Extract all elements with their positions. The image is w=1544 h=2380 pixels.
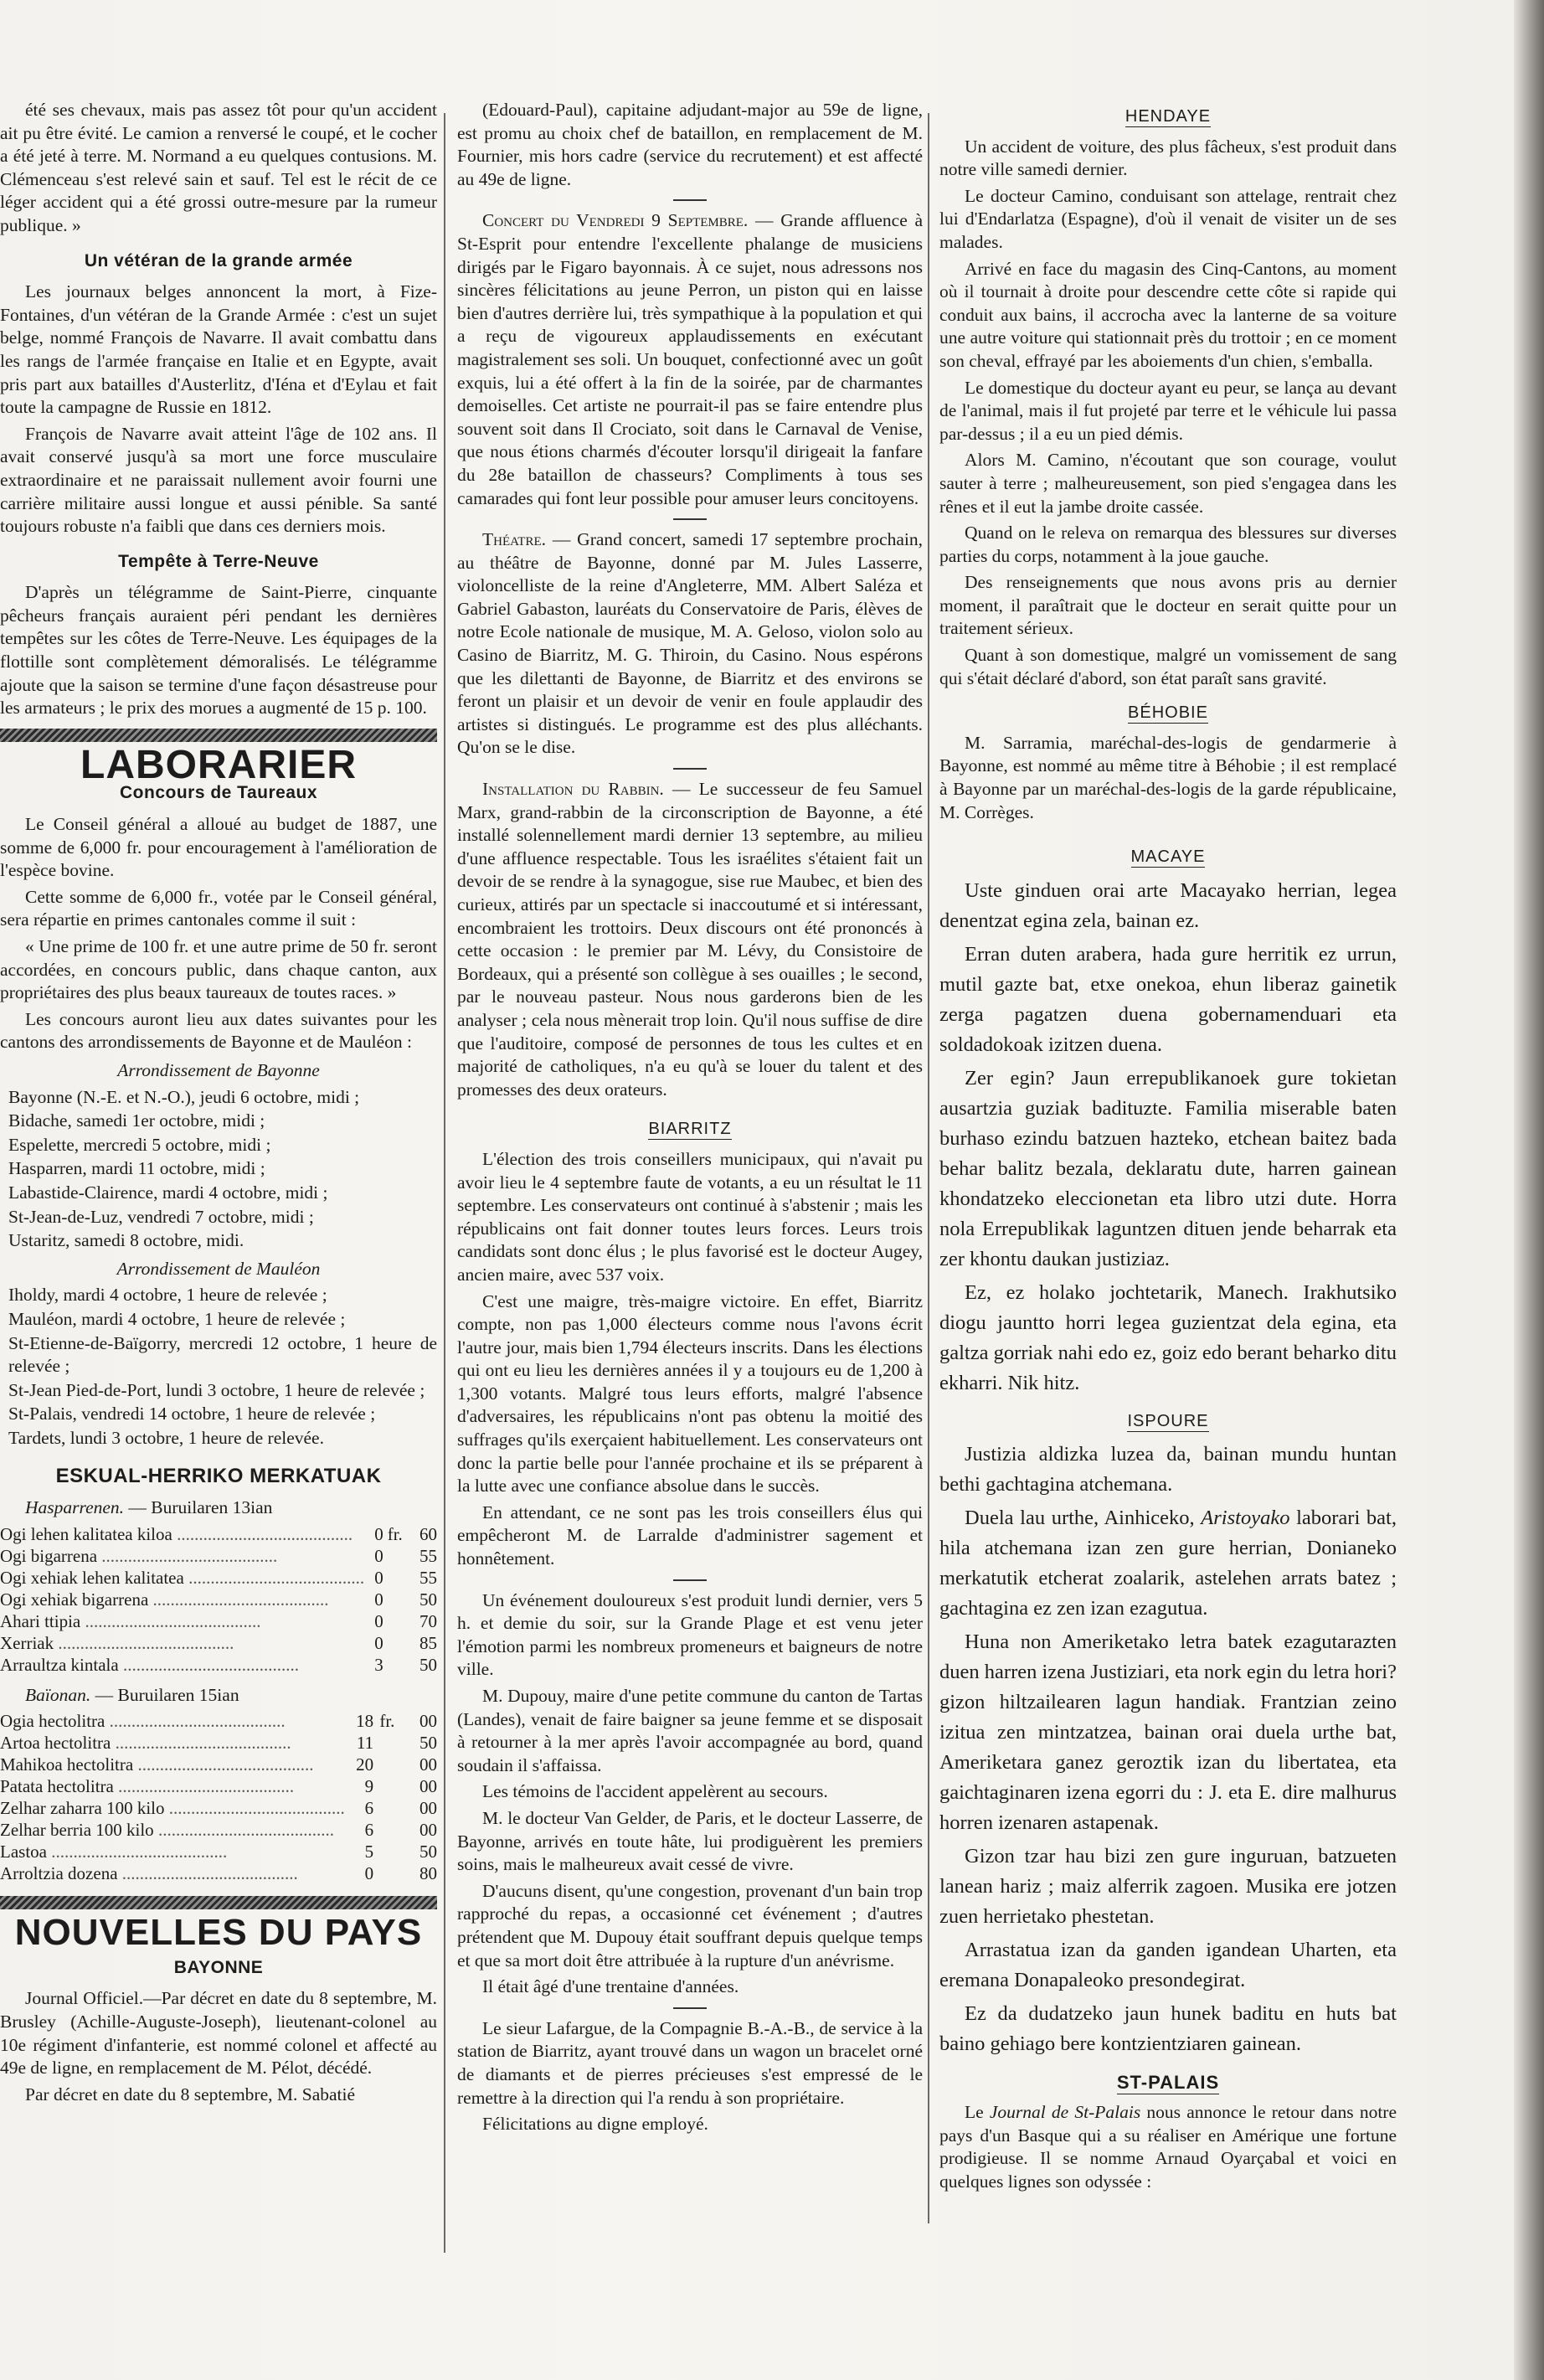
price-row	[0, 1589, 437, 1610]
column-2	[457, 99, 923, 2140]
price-row	[0, 1775, 437, 1797]
price-value: 0	[374, 1632, 383, 1653]
price-cents: 50	[419, 1733, 437, 1754]
list-item: Labastide-Clairence, mardi 4 octobre, midi ;	[8, 1182, 328, 1203]
dot-leader: ........................................	[97, 1545, 278, 1566]
list-item: St-Jean-de-Luz, vendredi 7 octobre, midi ;	[8, 1206, 314, 1227]
article-text: Justizia aldizka luzea da, bainan mundu huntan bethi gachtagina atchemana.	[939, 1443, 1397, 1497]
article-text: Les concours auront lieu aux dates suivantes pour les cantons des arrondissements de Bayonne et de Mauléon :	[0, 1008, 437, 1053]
section-heading	[939, 702, 1397, 725]
subheading: Arrondissement de Mauléon	[116, 1258, 321, 1279]
article-text: Huna non Ameriketako letra batek ezagutarazten duen harren izena Justiziari, eta nork egin du letra hori? gizon hiltzailearen lagun handiak. Frantzian zeino izitua zen mintzatzea, bainan orai duela urthe bat, Ameriketara ganez geroztik izan du libertatea, eta gaichtaginaren izena egorri du : J. eta E. dire malhurus horren izenaren astapenak.	[939, 1630, 1397, 1835]
list-item: Mauléon, mardi 4 octobre, 1 heure de relevée ;	[8, 1308, 346, 1329]
section-heading	[939, 1410, 1397, 1434]
price-row	[0, 1654, 437, 1676]
text-run: nous annonce le retour dans notre pays d'un Basque qui a su réaliser en Amérique une fortune prodigieuse. Il se nomme Arnaud Oyarçabal et voici en quelques lignes son odyssée :	[939, 2102, 1397, 2192]
article-text: Alors M. Camino, n'écoutant que son courage, voulut sauter à terre ; malheureusement, son pied s'engagea dans les rênes et il eut la jambe droite cassée.	[939, 450, 1397, 517]
list-item: Bayonne (N.-E. et N.-O.), jeudi 6 octobre, midi ;	[8, 1086, 360, 1107]
schedule-list-bayonne	[0, 1086, 437, 1253]
price-item-name: Ogia hectolitra ........................................	[0, 1711, 286, 1732]
text-run-italic: Journal de St-Palais	[989, 2102, 1141, 2122]
price-cents: 80	[419, 1863, 437, 1884]
price-item-name: Artoa hectolitra ........................................	[0, 1733, 291, 1754]
article-text: Les journaux belges annoncent la mort, à Fize-Fontaines, d'un vétéran de la Grande Armée : c'est un sujet belge, nommé François de Navarre. Il avait combattu dans les rangs de l'armée française en Italie et en Egypte, avait pris part aux batailles d'Austerlitz, d'Iéna et d'Eylau et fait toute la campagne de Russie en 1812.	[0, 281, 437, 418]
price-unit	[383, 1610, 407, 1632]
article-text	[939, 2101, 1397, 2193]
price-unit	[383, 1654, 407, 1676]
price-row	[0, 1819, 437, 1841]
article-text: François de Navarre avait atteint l'âge de 102 ans. Il avait conservé jusqu'à sa mort une force musculaire extraordinaire et ne paraissait nullement avoir fourni une carrière militaire aussi longue et aussi pénible. Sa santé toujours robuste n'a faibli que dans ces derniers mois.	[0, 423, 437, 537]
short-divider	[673, 1579, 707, 1581]
price-unit: fr.	[379, 1711, 395, 1732]
article-text: Le docteur Camino, conduisant son attelage, rentrait chez lui d'Endarlatza (Espagne), d'où il venait de visiter un de ses malades.	[939, 185, 1397, 252]
price-value: 6	[364, 1798, 374, 1819]
article-text: Un accident de voiture, des plus fâcheux, s'est produit dans notre ville samedi dernier.	[939, 136, 1397, 180]
article-text: Le Conseil général a alloué au budget de 1887, une somme de 6,000 fr. pour encouragement à l'amélioration de l'espèce bovine.	[0, 814, 437, 881]
price-row	[0, 1862, 437, 1884]
article-text: D'aucuns disent, qu'une congestion, provenant d'un bain trop rapproché du repas, a occasionné cet événement ; d'autres prétendent que M. Dupouy était souffrant depuis quelque temps et que sa mort doit être attribuée à la rupture d'un anévrisme.	[457, 1880, 923, 1970]
price-cents: 00	[419, 1776, 437, 1797]
dot-leader: ........................................	[46, 1842, 228, 1862]
section-heading: Un vétéran de la grande armée	[84, 250, 353, 270]
list-item: St-Jean Pied-de-Port, lundi 3 octobre, 1 heure de relevée ;	[8, 1379, 425, 1400]
article-text: Uste ginduen orai arte Macayako herrian, legea denentzat egina zela, bainan ez.	[939, 878, 1397, 932]
article-text: M. Sarramia, maréchal-des-logis de gendarmerie à Bayonne, est nommé au même titre à Béhobie ; il est remplacé à Bayonne par un maréchal-des-logis de la garde républicaine, M. Corrèges.	[939, 732, 1397, 822]
short-divider	[673, 199, 707, 201]
price-unit	[383, 1567, 407, 1589]
text-run: Le	[965, 2102, 990, 2122]
heading-text: ISPOURE	[1127, 1411, 1209, 1430]
heading-text: MACAYE	[1130, 847, 1206, 867]
price-cents: 50	[419, 1589, 437, 1610]
price-cents: 00	[419, 1754, 437, 1775]
list-item: Hasparren, mardi 11 octobre, midi ;	[8, 1158, 265, 1179]
article-text: Arrastatua izan da ganden igandean Uharten, eta eremana Donapaleoko presondegirat.	[939, 1939, 1397, 1992]
column-rule	[928, 113, 929, 2223]
article-text: En attendant, ce ne sont pas les trois conseillers élus qui empêcheront M. de Larralde d'administrer sagement et honnêtement.	[457, 1502, 923, 1569]
dot-leader: ........................................	[105, 1711, 286, 1732]
article-text	[457, 209, 923, 510]
dot-leader: ........................................	[54, 1632, 234, 1653]
text-run-italic: Aristoyako	[1201, 1507, 1290, 1530]
price-item-name: Arroltzia dozena ........................................	[0, 1863, 298, 1884]
dot-leader: ........................................	[153, 1820, 334, 1841]
price-value: 5	[364, 1842, 374, 1862]
article-text: été ses chevaux, mais pas assez tôt pour qu'un accident ait pu être évité. Le camion a renversé le coupé, et le cocher a été jeté à terre. M. Normand a eu quelques contusions. M. Clémenceau s'est relevé sain et sauf. Tel est le récit de ce léger accident qui a été grossi outre-mesure par la rumeur publique. »	[0, 100, 437, 235]
dot-leader: ........................................	[148, 1589, 329, 1610]
short-divider	[673, 2007, 707, 2009]
price-cents: 00	[419, 1820, 437, 1841]
dot-leader: ........................................	[172, 1523, 353, 1544]
price-value: 18	[356, 1711, 374, 1732]
price-cents: 50	[419, 1654, 437, 1675]
price-value: 0	[374, 1610, 383, 1631]
article-lead: Théatre.	[482, 529, 547, 550]
price-value: 0	[374, 1589, 383, 1610]
price-cents: 00	[419, 1711, 437, 1732]
price-value: 3	[374, 1654, 383, 1675]
price-value: 6	[364, 1820, 374, 1841]
price-item-name: Zelhar zaharra 100 kilo ........................................	[0, 1798, 345, 1819]
article-text: Erran duten arabera, hada gure herritik ez urrun, mutil gazte bat, etxe onekoa, ehun liberaz gainetik zerga pagatzen duena gobernamenduari eta soldadokoak izitzen duena.	[939, 942, 1397, 1056]
column-rule	[444, 113, 445, 2253]
text-run: Duela lau urthe, Ainhiceko,	[965, 1507, 1202, 1530]
article-text: Ez da dudatzeko jaun hunek baditu en huts bat baino gehiago bere kontzientziaren gainean.	[939, 2002, 1397, 2056]
article-text: Journal Officiel.—Par décret en date du 8 septembre, M. Brusley (Achille-Auguste-Joseph), lieutenant-colonel au 10e régiment d'infanterie, est nommé colonel et affecté au 49e de ligne, en remplacement de M. Pélot, décédé.	[0, 1988, 437, 2079]
market-subheading	[0, 1684, 437, 1708]
price-value: 11	[356, 1733, 374, 1754]
market-subheading	[0, 1497, 437, 1520]
article-body: — Le successeur de feu Samuel Marx, grand-rabbin de la circonscription de Bayonne, a été installé solennellement mardi dernier 13 septembre, au milieu d'une affluence respectable. Tous les israélites s'étaient fait un devoir de se rendre à la synagogue, sise rue Maubec, et bien des curieux, attirés par un spectacle si inaccoutumé et si intéressant, encombraient les trottoirs. Deux discours ont été prononcés à cette occasion : le premier par M. Lévy, du Consistoire de Bordeaux, qui a présenté son collègue à ses ouailles ; le second, par le nouveau pasteur. Nous nous garderons bien de les analyser ; cela nous mènerait trop loin. Qu'il nous suffise de dire que l'auditoire, composé de personnes de tous les cultes et en majorité de catholiques, n'a eu qu'à se louer du talent et des promesses des deux orateurs.	[457, 779, 923, 1100]
article-text: Le sieur Lafargue, de la Compagnie B.-A.-B., de service à la station de Biarritz, ayant trouvé dans un wagon un bracelet orné de diamants et de pierres précieuses s'est empressé de le remettre à la direction qui l'a rendu à son propriétaire.	[457, 2017, 923, 2108]
price-item-name: Ahari ttipia ........................................	[0, 1610, 261, 1631]
price-unit	[383, 1589, 407, 1610]
article-text: M. le docteur Van Gelder, de Paris, et le docteur Lasserre, de Bayonne, arrivés en toute hâte, lui prodiguèrent les premiers soins, mais le malheureux avait cessé de vivre.	[457, 1807, 923, 1875]
price-value: 0	[374, 1545, 383, 1566]
price-row	[0, 1754, 437, 1775]
price-item-name: Ogi xehiak lehen kalitatea ........................................	[0, 1567, 365, 1588]
section-heading	[939, 2071, 1397, 2094]
article-text	[457, 528, 923, 760]
short-divider	[673, 518, 707, 520]
article-text: Des renseignements que nous avons pris au dernier moment, il paraîtrait que le docteur en serait quitte pour un traitement sérieux.	[939, 572, 1397, 639]
dot-leader: ........................................	[113, 1776, 295, 1797]
dot-leader: ........................................	[111, 1733, 291, 1754]
section-subtitle: Concours de Taureaux	[120, 783, 317, 803]
price-row	[0, 1523, 437, 1545]
price-item-name: Ogi bigarrena ........................................	[0, 1545, 278, 1566]
price-cents: 00	[419, 1798, 437, 1819]
article-text: Gizon tzar hau bizi zen gure inguruan, batzueten lanean hariz ; maiz alferrik zagoen. Musika ere jotzen zuen herrietako phestetan.	[939, 1845, 1397, 1929]
list-item: St-Etienne-de-Baïgorry, mercredi 12 octobre, 1 heure de relevée ;	[8, 1332, 437, 1377]
article-lead: Concert du Vendredi 9 Septembre.	[482, 210, 749, 231]
article-text: Zer egin? Jaun errepublikanoek gure tokietan ausartzia guziak badituzte. Familia miserable baten burhaso ezindu batzuen hazteko, etchean baitez bada behar balitz bezala, deklaratu dute, harren gainean khondatzeko eleccionetan eta libro utzi dute. Horra nola Errepublikak laguntzen dituen jende beharrak eta zer khontu daukan justiziaz.	[939, 1066, 1397, 1270]
article-text: Ez, ez holako jochtetarik, Manech. Irakhutsiko diogu jauntto horri legea guzientzat dela egina, eta galtza gorriak nahi edo ez, goiz edo berant beharko ditu ekharri. Nik hitz.	[939, 1280, 1397, 1394]
market-date: — Buruilaren 15ian	[90, 1684, 239, 1705]
article-text: Quand on le releva on remarqua des blessures sur diverses parties du corps, notamment à la joue gauche.	[939, 523, 1397, 566]
price-value: 0	[374, 1523, 383, 1544]
article-text: Les témoins de l'accident appelèrent au secours.	[482, 1781, 828, 1802]
article-text	[457, 778, 923, 1101]
dot-leader: ........................................	[118, 1654, 299, 1675]
price-unit	[383, 1545, 407, 1567]
market-place: Baïonan.	[25, 1684, 91, 1705]
price-cents: 85	[419, 1632, 437, 1653]
price-item-name: Mahikoa hectolitra ........................................	[0, 1754, 314, 1775]
price-cents: 50	[419, 1842, 437, 1862]
decorative-divider	[0, 1896, 437, 1909]
price-unit	[373, 1775, 401, 1797]
price-item-name: Zelhar berria 100 kilo ........................................	[0, 1820, 334, 1841]
price-cents: 55	[419, 1567, 437, 1588]
heading-text: BIARRITZ	[648, 1120, 732, 1139]
dot-leader: ........................................	[80, 1610, 261, 1631]
list-item: Iholdy, mardi 4 octobre, 1 heure de relevée ;	[8, 1285, 327, 1306]
price-row	[0, 1545, 437, 1567]
section-heading	[939, 846, 1397, 869]
article-text: Le domestique du docteur ayant eu peur, se lança au devant de l'animal, mais il fut projeté par terre et le véhicule lui passa par-dessus ; il a eu un pied démis.	[939, 377, 1397, 444]
list-item: Tardets, lundi 3 octobre, 1 heure de relevée.	[8, 1427, 324, 1448]
dot-leader: ........................................	[133, 1754, 314, 1775]
section-heading	[939, 106, 1397, 129]
article-body: — Grand concert, samedi 17 septembre prochain, au théâtre de Bayonne, donné par M. Jules Lasserre, violoncelliste de la reine d'Angleterre, MM. Albert Saléza et Gabriel Gabaston, lauréats du Conservatoire de Paris, élèves de notre Ecole nationale de musique, M. A. Geloso, violon solo au Casino de Biarritz, M. G. Thiroin, du Casino. Nous espérons que les dilettanti de Bayonne, de Biarritz et des environs se feront un plaisir et un devoir de venir en foule applaudir des artistes si distingués. Le programme est des plus alléchants. Qu'on se le dise.	[457, 529, 923, 758]
subheading: Arrondissement de Bayonne	[117, 1059, 320, 1080]
article-lead: Installation du Rabbin.	[482, 779, 664, 800]
market-date: — Buruilaren 13ian	[124, 1497, 273, 1518]
section-title: LABORARIER	[80, 742, 357, 787]
article-text: Arrivé en face du magasin des Cinq-Cantons, au moment où il tournait à droite pour descendre cette côte si rapide qui conduit aux bains, il accrocha avec la lanterne de sa voiture une autre voiture qui stationnait près du trottoir ; en ce moment son cheval, effrayé par les aboiements d'un chien, s'emballa.	[939, 258, 1397, 371]
price-unit	[373, 1754, 401, 1775]
article-text	[939, 1503, 1397, 1624]
market-place: Hasparrenen.	[25, 1497, 125, 1518]
section-heading: ESKUAL-HERRIKO MERKATUAK	[55, 1465, 382, 1488]
price-row	[0, 1567, 437, 1589]
dot-leader: ........................................	[117, 1863, 298, 1884]
price-cents: 70	[419, 1610, 437, 1631]
dot-leader: ........................................	[183, 1567, 365, 1588]
price-value: 20	[356, 1754, 374, 1775]
article-body: — Grande affluence à St-Esprit pour entendre l'excellente phalange de musiciens dirigés par le Figaro bayonnais. À ce sujet, nous adressons nos sincères félicitations au jeune Perron, un piston qui en laisse bien d'autres derrière lui, très sympathique à la population et qui a reçu de vigoureux applaudissements en exécutant magistralement ses soli. Un bouquet, confectionné avec un goût exquis, lui a été offert à la fin de la soirée, par de charmantes demoiselles. Cet artiste ne pourrait-il pas se faire entendre plus souvent soit dans Il Crociato, soit dans le Carnaval de Venise, que nous étions charmés d'écouter lorsqu'il dirigeait la fanfare du 28e bataillon de chasseurs? Compliments à tous ses camarades qui font leur possible pour amuser leurs concitoyens.	[457, 210, 923, 508]
column-1	[0, 99, 437, 2110]
price-table	[0, 1710, 437, 1884]
article-text: Un événement douloureux s'est produit lundi dernier, vers 5 h. et demie du soir, sur la Grande Plage et est venu jeter l'émotion parmi les nombreux promeneurs et baigneurs de notre ville.	[457, 1589, 923, 1680]
section-heading: BAYONNE	[173, 1957, 264, 1977]
price-row	[0, 1610, 437, 1632]
price-value: 9	[364, 1776, 374, 1797]
price-row	[0, 1841, 437, 1862]
price-unit	[373, 1797, 401, 1819]
price-unit	[383, 1632, 407, 1654]
decorative-divider	[0, 729, 437, 742]
price-cents: 55	[419, 1545, 437, 1566]
price-value: 0	[364, 1863, 374, 1884]
price-row	[0, 1797, 437, 1819]
article-text: Cette somme de 6,000 fr., votée par le Conseil général, sera répartie en primes cantonales comme il suit :	[0, 886, 437, 930]
article-text: Par décret en date du 8 septembre, M. Sabatié	[25, 2084, 356, 2104]
price-row	[0, 1732, 437, 1754]
price-unit: fr.	[387, 1523, 403, 1544]
price-unit	[373, 1819, 401, 1841]
section-heading	[457, 1118, 923, 1141]
list-item: St-Palais, vendredi 14 octobre, 1 heure de relevée ;	[8, 1404, 376, 1424]
price-row	[0, 1632, 437, 1654]
list-item: Ustaritz, samedi 8 octobre, midi.	[8, 1230, 244, 1251]
article-text: M. Dupouy, maire d'une petite commune du canton de Tartas (Landes), venait de faire baigner sa jeune femme et se disposait à retourner à la mer après l'avoir accompagnée au bord, quand soudain il s'affaissa.	[457, 1686, 923, 1775]
heading-text: HENDAYE	[1125, 107, 1212, 126]
list-item: Espelette, mercredi 5 octobre, midi ;	[8, 1134, 271, 1155]
article-text: (Edouard-Paul), capitaine adjudant-major au 59e de ligne, est promu au choix chef de bataillon, en remplacement de M. Fournier, mis hors cadre (service du recrutement) et est affecté au 49e de ligne.	[457, 100, 923, 189]
price-item-name: Ogi lehen kalitatea kiloa ........................................	[0, 1523, 353, 1544]
list-item: Bidache, samedi 1er octobre, midi ;	[8, 1110, 265, 1131]
price-item-name: Ogi xehiak bigarrena ........................................	[0, 1589, 329, 1610]
schedule-list-mauleon	[0, 1284, 437, 1450]
article-text: Quant à son domestique, malgré un vomissement de sang qui s'était déclaré d'abord, son état paraît sans gravité.	[939, 645, 1397, 688]
column-3	[939, 99, 1397, 2197]
article-text: « Une prime de 100 fr. et une autre prime de 50 fr. seront accordées, en concours public, dans chaque canton, aux propriétaires des plus beaux taureaux de toutes races. »	[0, 936, 437, 1003]
page-edge-shadow	[1514, 0, 1544, 2380]
price-value: 0	[374, 1567, 383, 1588]
section-title: NOUVELLES DU PAYS	[14, 1912, 423, 1954]
heading-text: BÉHOBIE	[1128, 703, 1208, 723]
article-text: Félicitations au digne employé.	[482, 2114, 708, 2135]
article-text: Il était âgé d'une trentaine d'années.	[482, 1976, 739, 1997]
price-item-name: Arraultza kintala ........................................	[0, 1654, 299, 1675]
short-divider	[673, 768, 707, 770]
article-text: C'est une maigre, très-maigre victoire. En effet, Biarritz compte, non pas 1,000 électeurs comme nous l'avons écrit l'autre jour, mais bien 1,794 électeurs inscrits. Dans les élections qui ont eu lieu les dernières années il y a toujours eu de 1,200 à 1,300 votants. Malgré tous leurs efforts, malgré l'absence d'adversaires, les républicains n'ont pas obtenu la moitié des suffrages qu'ils exerçaient habituellement. Les conservateurs ont donc la partie belle pour l'année prochaine et ils se préparent à la lutte avec une confiance absolue dans le succès.	[457, 1290, 923, 1497]
section-heading: Tempête à Terre-Neuve	[118, 551, 319, 571]
price-item-name: Lastoa ........................................	[0, 1842, 228, 1862]
price-unit	[373, 1841, 401, 1862]
article-text: L'élection des trois conseillers municipaux, qui n'avait pu avoir lieu le 4 septembre faute de votants, a eu un résultat le 11 septembre. Les conservateurs ont continué à s'abstenir ; mais les républicains ont fait donner toutes leurs forces. Leurs trois candidats sont donc élus ; le plus favorisé est le docteur Augey, ancien maire, avec 537 voix.	[457, 1148, 923, 1285]
price-row	[0, 1710, 437, 1732]
price-item-name: Patata hectolitra ........................................	[0, 1776, 295, 1797]
dot-leader: ........................................	[164, 1798, 345, 1819]
price-cents: 60	[419, 1523, 437, 1544]
price-table	[0, 1523, 437, 1676]
price-unit	[373, 1732, 401, 1754]
text-run: laborari bat, hila atchemana izan zen gure herrian, Donianeko merkatutik etcherat zoalarik, astelehen arrats batez ; gachtagina ez zen izan ezagutua.	[939, 1507, 1397, 1620]
article-text: D'après un télégramme de Saint-Pierre, cinquante pêcheurs français auraient péri pendant les dernières tempêtes sur les côtes de Terre-Neuve. Les équipages de la flottille sont complètement démoralisés. Le télégramme ajoute que la saison se termine d'une façon désastreuse pour les armateurs ; le prix des morues a augmenté de 15 p. 100.	[0, 582, 437, 719]
heading-text: ST-PALAIS	[1116, 2072, 1220, 2094]
price-item-name: Xerriak ........................................	[0, 1632, 234, 1653]
price-unit	[373, 1862, 401, 1884]
